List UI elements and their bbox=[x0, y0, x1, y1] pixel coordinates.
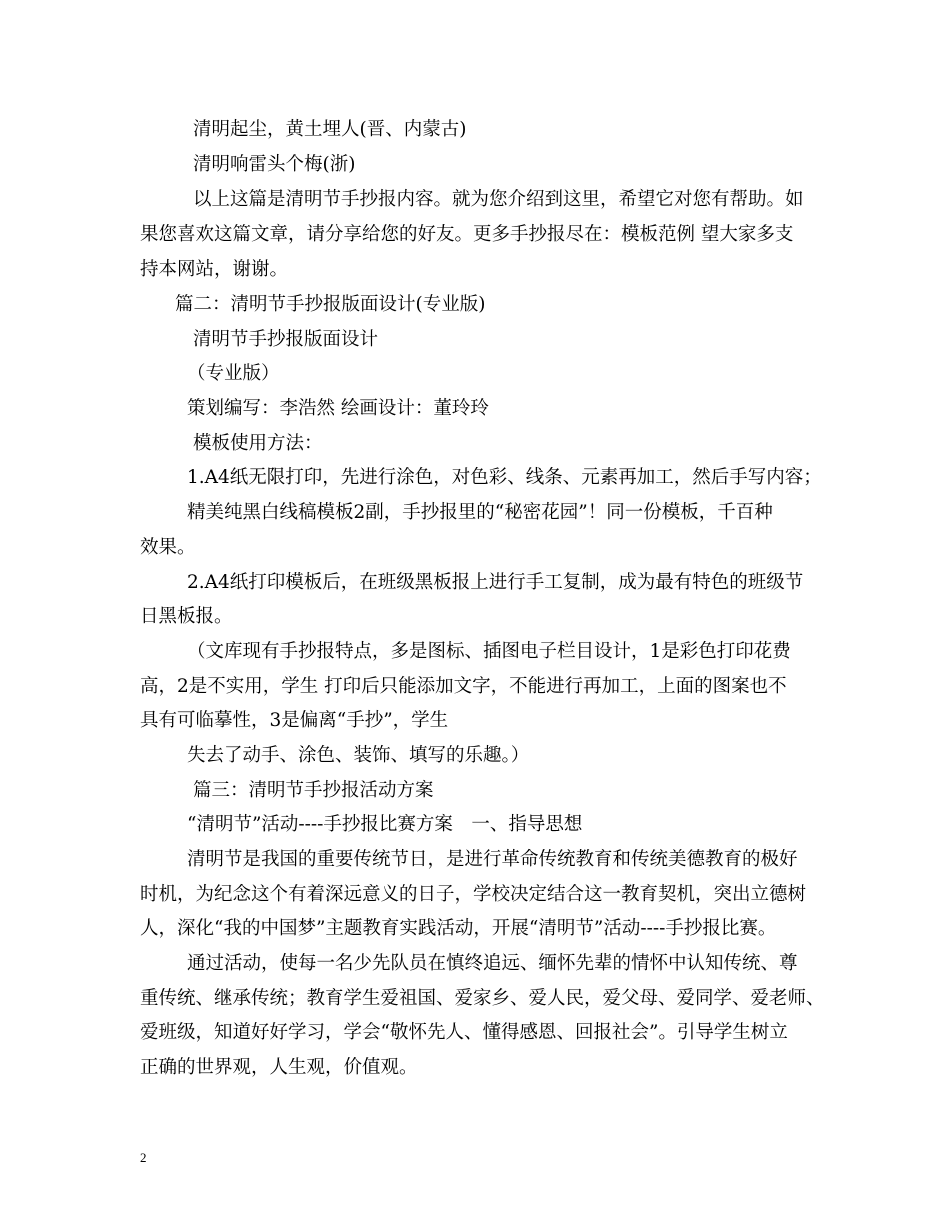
text-line: 日黑板报。 bbox=[140, 606, 233, 627]
text-line: 爱班级，知道好好学习，学会“敬怀先人、懂得感恩、回报社会”。引导学生树立 bbox=[140, 1022, 788, 1043]
text-line: 正确的世界观，人生观，价值观。 bbox=[140, 1057, 418, 1078]
text-line: 策划编写：李浩然 绘画设计：董玲玲 bbox=[187, 398, 489, 419]
text-line: 以上这篇是清明节手抄报内容。就为您介绍到这里，希望它对您有帮助。如 bbox=[193, 189, 804, 210]
text-line: 精美纯黑白线稿模板2副，手抄报里的“秘密花园”！同一份模板，千百种 bbox=[187, 502, 773, 523]
text-line: 通过活动，使每一名少先队员在慎终追远、缅怀先辈的情怀中认知传统、尊 bbox=[187, 953, 798, 974]
text-line: 清明节手抄报版面设计 bbox=[193, 329, 379, 350]
text-line: 2.A4纸打印模板后，在班级黑板报上进行手工复制，成为最有特色的班级节 bbox=[187, 572, 804, 593]
text-line: 人，深化“我的中国梦”主题教育实践活动，开展“清明节”活动----手抄报比赛。 bbox=[140, 918, 777, 939]
text-line: 失去了动手、涂色、装饰、填写的乐趣。） bbox=[187, 745, 530, 766]
text-line: 果您喜欢这篇文章，请分享给您的好友。更多手抄报尽在：模板范例 望大家多支 bbox=[140, 224, 794, 245]
page-number: 2 bbox=[140, 1150, 147, 1165]
section-heading: 篇三：清明节手抄报活动方案 bbox=[193, 780, 434, 801]
text-line: （文库现有手抄报特点，多是图标、插图电子栏目设计，1是彩色打印花费 bbox=[187, 641, 791, 662]
text-line: 清明节是我国的重要传统节日，是进行革命传统教育和传统美德教育的极好 bbox=[187, 849, 798, 870]
text-line: 1.A4纸无限打印，先进行涂色，对色彩、线条、元素再加工，然后手写内容； bbox=[187, 467, 822, 488]
text-line: 时机，为纪念这个有着深远意义的日子，学校决定结合这一教育契机，突出立德树 bbox=[140, 884, 807, 905]
text-line: 高，2是不实用，学生 打印后只能添加文字，不能进行再加工，上面的图案也不 bbox=[140, 676, 787, 697]
section-heading: 篇二：清明节手抄报版面设计(专业版) bbox=[175, 294, 486, 315]
text-line: 持本网站，谢谢。 bbox=[140, 259, 289, 280]
text-line: 效果。 bbox=[140, 537, 196, 558]
text-line: 重传统、继承传统；教育学生爱祖国、爱家乡、爱人民，爱父母、爱同学、爱老师、 bbox=[140, 988, 825, 1009]
text-line: 模板使用方法： bbox=[193, 433, 323, 454]
text-line: “清明节”活动----手抄报比赛方案 一、指导思想 bbox=[187, 814, 583, 835]
text-line: 具有可临摹性，3是偏离“手抄”，学生 bbox=[140, 710, 449, 731]
text-line: （专业版） bbox=[187, 363, 280, 384]
text-line: 清明响雷头个梅(浙) bbox=[193, 154, 356, 175]
text-line: 清明起尘，黄土埋人(晋、内蒙古) bbox=[193, 119, 467, 140]
